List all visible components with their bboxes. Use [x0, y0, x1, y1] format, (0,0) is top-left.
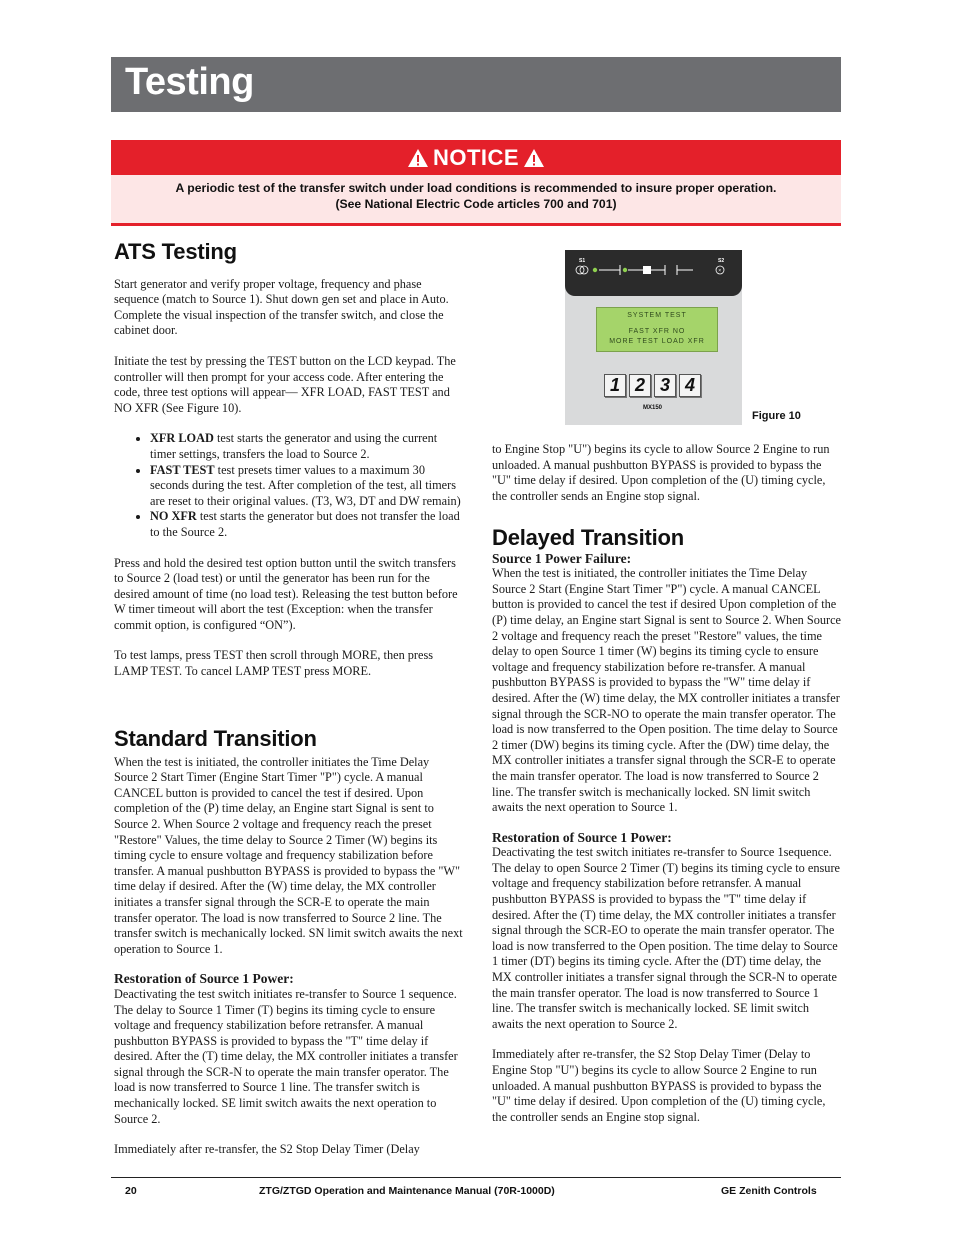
standard-transition-heading: Standard Transition — [114, 726, 317, 751]
list-item — [150, 431, 462, 462]
option-term: XFR LOAD — [150, 431, 214, 446]
svg-text:×: × — [718, 268, 722, 274]
warning-icon — [523, 148, 545, 168]
standard-transition-paragraph: Immediately after re-transfer, the S2 Stop Delay Timer (Delay — [114, 1142, 420, 1157]
standard-transition-paragraph: Deactivating the test switch initiates re-transfer to Source 1 sequence. The delay to Source 1 Timer (T) begins its timing cycle to ensure voltage and frequency stabilization before retransfer. A manual pushbutton BYPASS is provided to bypass the "T" time delay if desired. After the (T) time delay, the MX controller initiates a transfer signal through the SCR-N to operate the main transfer operator. The load is now transferred to Source 1 line. The transfer switch is mechanically locked. SE limit switch awaits the next operation to Source 2. — [114, 986, 458, 1126]
key-2-button[interactable]: 2 — [629, 374, 651, 397]
s2-label: S2 — [718, 258, 725, 264]
footer-rule — [111, 1177, 841, 1178]
list-item — [150, 463, 462, 510]
notice-line-1: A periodic test of the transfer switch under load conditions is recommended to insure proper operation. — [175, 181, 777, 195]
lcd-line: MORE TEST LOAD XFR — [609, 338, 705, 345]
page-number: 20 — [125, 1185, 137, 1197]
figure-caption: Figure 10 — [752, 410, 801, 422]
option-text: test starts the generator but does not transfer the load to the Source 2. — [150, 509, 460, 539]
key-1-button[interactable]: 1 — [604, 374, 626, 397]
standard-transition-paragraph: When the test is initiated, the controller initiates the Time Delay Source 2 Start Timer (Engine Start Timer "P") cycle. A manual CANCEL button is provided to cancel the test if desired. Upon completion of the (P) time delay, an Engine start Signal is sent to Source 2. When Source 2 voltage and frequency reach the preset "Restore" Values, the time delay to Source 2 Timer (W) begins its timing cycle to ensure voltage and frequency stabilization before transfer. A manual pushbutton BYPASS is provided to bypass the "W" time delay if desired. After the (W) time delay, the MX controller initiates a transfer signal through the SCR-E to operate the main transfer operator. The load is now transferred to Source 2 line. The transfer switch is mechanically locked. SN limit switch awaits the next operation to Source 1. — [114, 754, 463, 956]
controller-figure — [565, 250, 742, 425]
notice-heading: NOTICE — [432, 144, 520, 170]
delayed-transition-section — [492, 525, 842, 1125]
ats-testing-heading: ATS Testing — [114, 239, 237, 264]
controller-status-panel — [565, 250, 742, 296]
option-term: FAST TEST — [150, 462, 215, 477]
ats-testing-section — [114, 239, 464, 680]
option-text: test starts the generator and using the current timer settings, transfers the load to Source 2. — [150, 431, 438, 461]
delayed-transition-paragraph: Deactivating the test switch initiates re-transfer to Source 1sequence. The delay to open Source 2 Timer (T) begins its timing cycle to ensure voltage and frequency stabilization before retransfer. A manual pushbutton BYPASS is provided to bypass the "T" time delay if desired. After the (T) time delay, the MX controller initiates a transfer signal through the SCR-EO to operate the main transfer operator. The load is now transferred to the Open position. The time delay to Source 1 timer (DT) begins its timing cycle. After the (DT) time delay, the MX controller initiates a transfer signal through the SCR-N to operate the main transfer operator. The load is now transferred to Source 1 line. The transfer switch is mechanically locked. SE limit switch awaits the next operation to Source 2. — [492, 845, 840, 1031]
controller-model-label: MX150 — [643, 405, 663, 411]
restoration-subheading: Restoration of Source 1 Power: — [492, 829, 672, 845]
power-failure-subheading: Source 1 Power Failure: — [492, 550, 632, 566]
list-item — [150, 509, 462, 540]
notice-box — [111, 140, 841, 226]
delayed-transition-paragraph: Immediately after re-transfer, the S2 Stop Delay Timer (Delay to Engine Stop "U") begins its cycle to allow Source 2 Engine to run unloaded. A manual pushbutton BYPASS is provided to bypass the "U" time delay if desired. Upon completion of the (U) timing cycle, the controller sends an Engine stop signal. — [492, 1047, 826, 1124]
ats-testing-paragraph: To test lamps, press TEST then scroll through MORE, then press LAMP TEST. To cancel LAMP TEST press MORE. — [114, 648, 434, 679]
delayed-transition-paragraph: When the test is initiated, the controller initiates the Time Delay Source 2 Start (Engine Start Timer "P") cycle. A manual CANCEL button is provided to cancel the test if desired Upon completion of the (P) time delay, an Engine start Signal is sent to Source 2. When Source 2 voltage and frequency reach the preset "Restore" values, the time delay to open Source 1 timer (W) begins its timing cycle to ensure voltage and frequency stabilization before re-transfer. A manual pushbutton BYPASS is provided to bypass the "W" time delay if desired. After the (W) time delay, the MX controller initiates a transfer signal through the SCR-NO to operate the main transfer operator. The load is now transferred to the Open position. The time delay to Source 2 timer (DW) begins its timing cycle. After the (DW) time delay, the MX controller initiates a transfer signal through the SCR-E to operate the main transfer operator. The load is now transferred to Source 2 line. The transfer switch is mechanically locked. SN limit switch awaits the next operation to Source 1. — [492, 566, 842, 815]
title-bar — [111, 57, 841, 112]
keypad — [604, 374, 701, 397]
lcd-display — [596, 307, 718, 352]
notice-rule — [111, 223, 841, 226]
lcd-line: SYSTEM TEST — [627, 312, 687, 319]
key-4-button[interactable]: 4 — [679, 374, 701, 397]
lcd-line: FAST XFR NO — [628, 328, 686, 335]
option-term: NO XFR — [150, 509, 197, 524]
standard-transition-continued — [492, 442, 842, 504]
manual-title: ZTG/ZTGD Operation and Maintenance Manual (70R-1000D) — [259, 1185, 555, 1197]
notice-header — [111, 140, 841, 175]
standard-transition-paragraph: to Engine Stop "U") begins its cycle to allow Source 2 Engine to run unloaded. A manual pushbutton BYPASS is provided to bypass the "U" time delay if desired. Upon completion of the (U) timing cycle, the controller sends an Engine stop signal. — [492, 442, 830, 503]
test-options-list — [114, 431, 462, 540]
option-text: test presets timer values to a maximum 30 seconds during the test. After completion of the test, all timers are reset to their original values. (T3, W3, DT and DW remain) — [150, 462, 461, 508]
warning-icon — [407, 148, 429, 168]
company-name: GE Zenith Controls — [721, 1185, 817, 1197]
notice-body — [111, 175, 841, 223]
ats-testing-paragraph: Start generator and verify proper voltage, frequency and phase sequence (match to Source 1). Shut down gen set and place in Auto. Complete the visual inspection of the transfer switch, and close the cabinet door. — [114, 276, 449, 338]
standard-transition-section — [114, 726, 464, 1158]
restoration-subheading: Restoration of Source 1 Power: — [114, 971, 294, 987]
delayed-transition-heading: Delayed Transition — [492, 525, 685, 550]
one-line-diagram-icon — [565, 256, 742, 286]
page-title: Testing — [125, 61, 254, 103]
ats-testing-paragraph: Initiate the test by pressing the TEST button on the LCD keypad. The controller will then prompt for your access code. After entering the code, three test options will appear— XFR LOAD, FAST TEST and NO XFR (See Figure 10). — [114, 353, 456, 415]
ats-testing-paragraph: Press and hold the desired test option button until the switch transfers to Source 2 (load test) or until the generator has been run for the desired amount of time (no load test). Releasing the test button before W timer timeout will abort the test (Exception: when the transfer commit option, is configured “ON”). — [114, 555, 458, 632]
key-3-button[interactable]: 3 — [654, 374, 676, 397]
s1-label: S1 — [579, 258, 586, 264]
notice-line-2: (See National Electric Code articles 700 and 701) — [335, 197, 617, 211]
